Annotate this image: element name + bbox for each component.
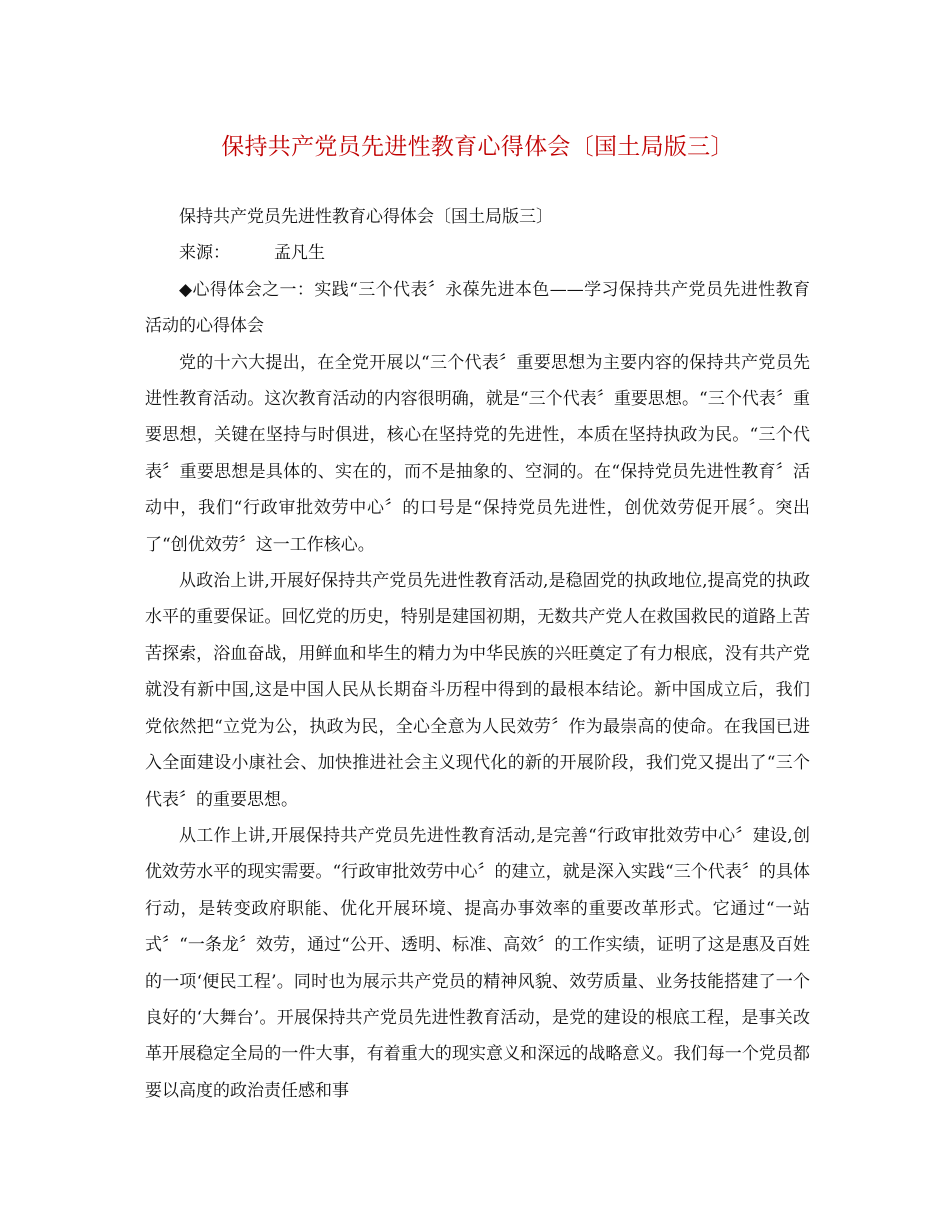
source-line bbox=[145, 235, 810, 271]
paragraph: 从工作上讲,开展保持共产党员先进性教育活动,是完善“行政审批效劳中心〞建设,创优效劳水平的现实需要。“行政审批效劳中心〞的建立，就是深入实践“三个代表〞的具体行动，是转变政府职能、优化开展环境、提高办事效率的重要改革形式。它通过“一站式〞“一条龙〞效劳，通过“公开、透明、标准、高效〞的工作实绩，证明了这是惠及百姓的一项‘便民工程’。同时也为展示共产党员的精神风貌、效劳质量、业务技能搭建了一个良好的‘大舞台’。开展保持共产党员先进性教育活动，是党的建设的根底工程，是事关改革开展稳定全局的一件大事，有着重大的现实意义和深远的战略意义。我们每一个党员都要以高度的政治责任感和事 bbox=[145, 825, 810, 1101]
source-author: 孟凡生 bbox=[274, 243, 325, 264]
document-subtitle: 保持共产党员先进性教育心得体会〔国土局版三〕 bbox=[179, 207, 553, 227]
section-heading: ◆心得体会之一：实践“三个代表〞永葆先进本色——学习保持共产党员先进性教育活动的心得体会 bbox=[145, 279, 810, 337]
document-title: 保持共产党员先进性教育心得体会〔国土局版三〕 bbox=[221, 134, 734, 160]
paragraph: 党的十六大提出，在全党开展以“三个代表〞重要思想为主要内容的保持共产党员先进性教育活动。这次教育活动的内容很明确，就是“三个代表〞重要思想。“三个代表〞重要思想，关键在坚持与时俱进，核心在坚持党的先进性，本质在坚持执政为民。“三个代表〞重要思想是具体的、实在的，而不是抽象的、空洞的。在“保持党员先进性教育〞活动中，我们“行政审批效劳中心〞的口号是“保持党员先进性，创优效劳促开展〞。突出了“创优效劳〞这一工作核心。 bbox=[145, 352, 810, 555]
document-page bbox=[145, 127, 810, 1109]
paragraph: 从政治上讲,开展好保持共产党员先进性教育活动,是稳固党的执政地位,提高党的执政水平的重要保证。回忆党的历史，特别是建国初期，无数共产党人在救国救民的道路上苦苦探索，浴血奋战，用鲜血和毕生的精力为中华民族的兴旺奠定了有力根底，没有共产党就没有新中国,这是中国人民从长期奋斗历程中得到的最根本结论。新中国成立后，我们党依然把“立党为公，执政为民，全心全意为人民效劳〞作为最崇高的使命。在我国已进入全面建设小康社会、加快推进社会主义现代化的新的开展阶段，我们党又提出了“三个代表〞的重要思想。 bbox=[145, 571, 810, 810]
document-body bbox=[145, 199, 810, 1109]
source-label: 来源： bbox=[179, 243, 230, 264]
